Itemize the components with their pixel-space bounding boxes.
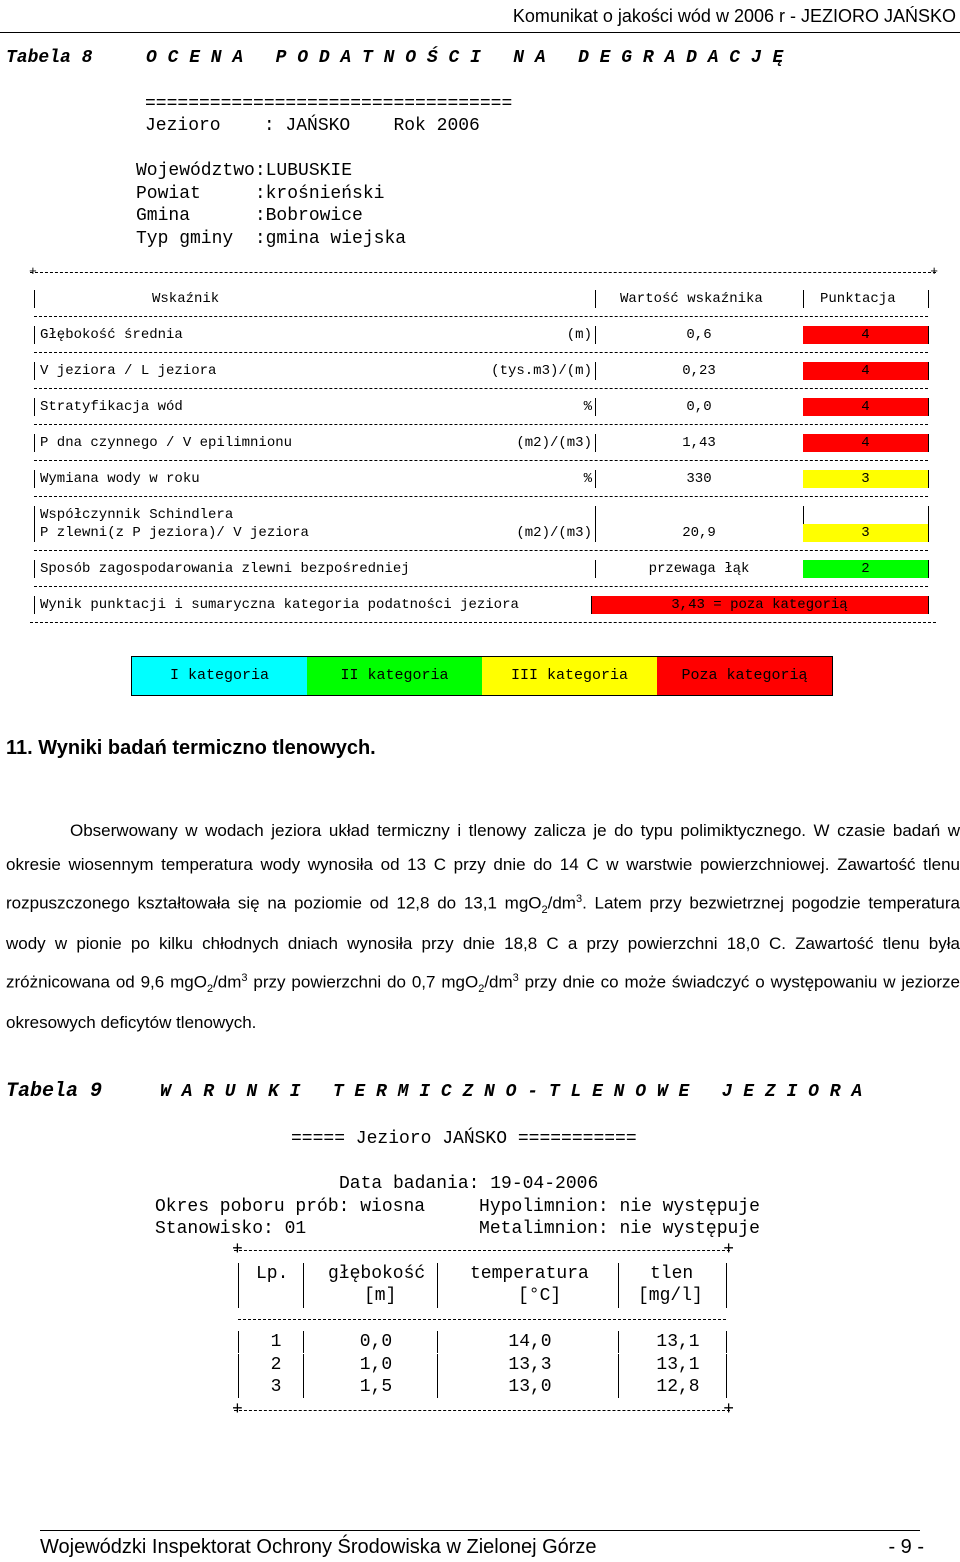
col-points: Punktacja — [820, 291, 896, 307]
indicator-value: przewaga łąk — [648, 561, 750, 577]
subscript: 2 — [478, 983, 485, 996]
cell-depth: 1,0 — [359, 1354, 393, 1375]
table8-result-row — [30, 596, 936, 614]
row-separator — [34, 352, 928, 353]
indicator-unit: (m2)/(m3) — [516, 525, 592, 541]
corner: + — [29, 264, 37, 279]
indicator-name: Sposób zagospodarowania zlewni bezpośredniej — [40, 561, 410, 577]
table9-row — [234, 1354, 732, 1376]
cell-depth: 0,0 — [359, 1332, 393, 1352]
superscript: 3 — [512, 972, 519, 985]
indicator-value: 0,23 — [682, 363, 716, 379]
superscript: 3 — [241, 972, 248, 985]
row-separator — [34, 460, 928, 461]
indicator-name: Stratyfikacja wód — [40, 399, 183, 415]
cell-temperature: 13,3 — [508, 1354, 552, 1375]
running-header: Komunikat o jakości wód w 2006 r - JEZIORO JAŃSKO — [512, 6, 956, 26]
table8-row — [30, 362, 936, 380]
indicator-name: Współczynnik Schindlera — [40, 507, 234, 523]
row-separator — [34, 586, 928, 587]
indicator-unit: (m) — [566, 327, 592, 343]
paragraph-part: /dm — [213, 972, 242, 992]
table9-lake-line: ===== Jezioro JAŃSKO =========== — [291, 1129, 637, 1149]
thermal-table: + + Lp. głębokość temperatura tlen [m] [°C] [mg/l] 1 0,0 14,0 13,1 2 1,0 13,3 13,1 3 1,5 13,0 12,8 + + — [232, 1240, 734, 1420]
category-legend — [131, 656, 833, 696]
table8-title: O C E N A P O D A T N O Ś C I N A D E G R A D A C J Ę — [146, 48, 784, 68]
unit-depth: [m] — [364, 1286, 397, 1306]
indicator-name: V jeziora / L jeziora — [40, 363, 217, 379]
table9-title: W A R U N K I T E R M I C Z N O - T L E N O W E J E Z I O R A — [160, 1082, 863, 1102]
cell-temperature: 14,0 — [508, 1332, 552, 1352]
table8-row — [30, 470, 936, 488]
paragraph-part: /dm — [547, 893, 576, 913]
legend-cat-out: Poza kategorią — [657, 657, 832, 695]
susceptibility-table — [29, 264, 938, 632]
col-value: Wartość wskaźnika — [620, 291, 763, 307]
row-separator — [34, 424, 928, 425]
table8-row — [30, 434, 936, 452]
cell-lp: 1 — [270, 1332, 282, 1352]
voivodeship: Województwo:LUBUSKIE — [136, 161, 353, 181]
subscript: 2 — [541, 904, 548, 917]
points-badge: 4 — [803, 326, 928, 344]
table9-header — [234, 1263, 732, 1308]
table8-row — [30, 506, 936, 542]
cell-depth: 1,5 — [359, 1377, 393, 1397]
points-badge: 3 — [803, 470, 928, 488]
cell-temperature: 13,0 — [508, 1377, 552, 1397]
table8-row — [30, 560, 936, 578]
section-title: 11. Wyniki badań termiczno tlenowych. — [6, 737, 376, 759]
indicator-unit: (m2)/(m3) — [516, 435, 592, 451]
paragraph-part: . Latem przy bezwietrznej pogodzie temperatura wody w pionie po kilku chłodnych dniach wynosiła przy dnie 18,8 C a przy powierzchni 18,0 C. Zawartość tlenu była zróżnicowana od 9,6 mgO — [6, 893, 960, 992]
paragraph-part: /dm — [484, 972, 513, 992]
county: Powiat :krośnieński — [136, 184, 385, 204]
paragraph-part: przy powierzchni do 0,7 mgO — [247, 972, 479, 992]
table8-header-row — [30, 290, 936, 308]
corner: + — [930, 264, 938, 279]
paragraph-part: przy dnie co może świadczyć o występowaniu w jeziorze okresowych deficytów tlenowych. — [6, 972, 960, 1033]
points-badge: 3 — [803, 524, 928, 542]
page-number: - 9 - — [888, 1536, 924, 1558]
indicator-name-line2: P zlewni(z P jeziora)/ V jeziora — [40, 525, 309, 541]
points-badge: 4 — [803, 362, 928, 380]
indicator-unit: % — [583, 399, 592, 415]
section-paragraph — [6, 814, 960, 1040]
indicator-value: 0,6 — [686, 327, 712, 343]
table9-station: Stanowisko: 01 Metalimnion: nie występuje — [155, 1219, 760, 1239]
table-top-border — [30, 272, 936, 273]
table-bottom-border — [30, 622, 936, 623]
footer-rule — [40, 1530, 920, 1531]
points-badge: 4 — [803, 398, 928, 416]
table8-lake-line: Jezioro : JAŃSKO Rok 2006 — [145, 116, 480, 136]
unit-oxygen: [mg/l] — [638, 1286, 703, 1306]
points-badge: 4 — [803, 434, 928, 452]
superscript: 3 — [575, 893, 583, 905]
cell-lp: 2 — [270, 1354, 282, 1375]
table9-date: Data badania: 19-04-2006 — [339, 1174, 599, 1194]
indicator-value: 20,9 — [682, 525, 716, 541]
legend-cat-1: I kategoria — [132, 657, 307, 695]
paragraph-part: Obserwowany w wodach jeziora układ termiczny i tlenowy zalicza je do typu polimiktycznego. W czasie badań w okresie wiosennym temperatura wody wynosiła od 13 C przy dnie do 14 C w warstwie powierzchniowej. Zawartość tlenu rozpuszczonego kształtowała się na poziomie od 12,8 do 13,1 mgO — [6, 821, 960, 913]
legend-cat-3: III kategoria — [482, 657, 657, 695]
table8-separator: ================================== — [145, 94, 513, 114]
points-badge: 2 — [803, 560, 928, 578]
indicator-value: 0,0 — [686, 399, 712, 415]
row-separator — [34, 388, 928, 389]
row-separator — [34, 550, 928, 551]
th-depth: głębokość — [328, 1264, 426, 1284]
table8-row — [30, 398, 936, 416]
th-lp: Lp. — [256, 1264, 289, 1284]
indicator-unit: (tys.m3)/(m) — [491, 363, 592, 379]
unit-temperature: [°C] — [518, 1286, 562, 1306]
commune-type: Typ gminy :gmina wiejska — [136, 229, 407, 249]
indicator-name: Głębokość średnia — [40, 327, 183, 343]
indicator-name: P dna czynnego / V epilimnionu — [40, 435, 293, 451]
result-badge — [591, 596, 928, 614]
subscript: 2 — [206, 983, 214, 996]
col-indicator: Wskaźnik — [152, 291, 220, 307]
cell-lp: 3 — [270, 1377, 282, 1397]
indicator-name: Wymiana wody w roku — [40, 471, 200, 487]
row-separator — [34, 496, 928, 497]
table8-label: Tabela 8 — [6, 48, 93, 68]
th-temperature: temperatura — [470, 1264, 589, 1284]
result-label: Wynik punktacji i sumaryczna kategoria podatności jeziora — [40, 597, 519, 613]
commune: Gmina :Bobrowice — [136, 206, 363, 226]
table9-row — [234, 1331, 732, 1353]
table9-season: Okres poboru prób: wiosna Hypolimnion: nie występuje — [155, 1197, 760, 1217]
cell-oxygen: 13,1 — [656, 1332, 700, 1352]
table9-row — [234, 1376, 732, 1398]
legend-cat-2: II kategoria — [307, 657, 482, 695]
table8-row — [30, 326, 936, 344]
cell-oxygen: 12,8 — [656, 1377, 700, 1397]
header-rule — [0, 32, 960, 33]
footer-institution: Wojewódzki Inspektorat Ochrony Środowiska w Zielonej Górze — [40, 1536, 597, 1558]
header-separator — [34, 316, 928, 317]
indicator-value: 330 — [686, 471, 712, 487]
result-value: 3,43 = poza kategorią — [671, 597, 848, 613]
indicator-value: 1,43 — [682, 435, 716, 451]
table9-label: Tabela 9 — [6, 1080, 103, 1103]
cell-oxygen: 13,1 — [656, 1354, 700, 1375]
th-oxygen: tlen — [650, 1264, 694, 1284]
indicator-unit: % — [583, 471, 592, 487]
